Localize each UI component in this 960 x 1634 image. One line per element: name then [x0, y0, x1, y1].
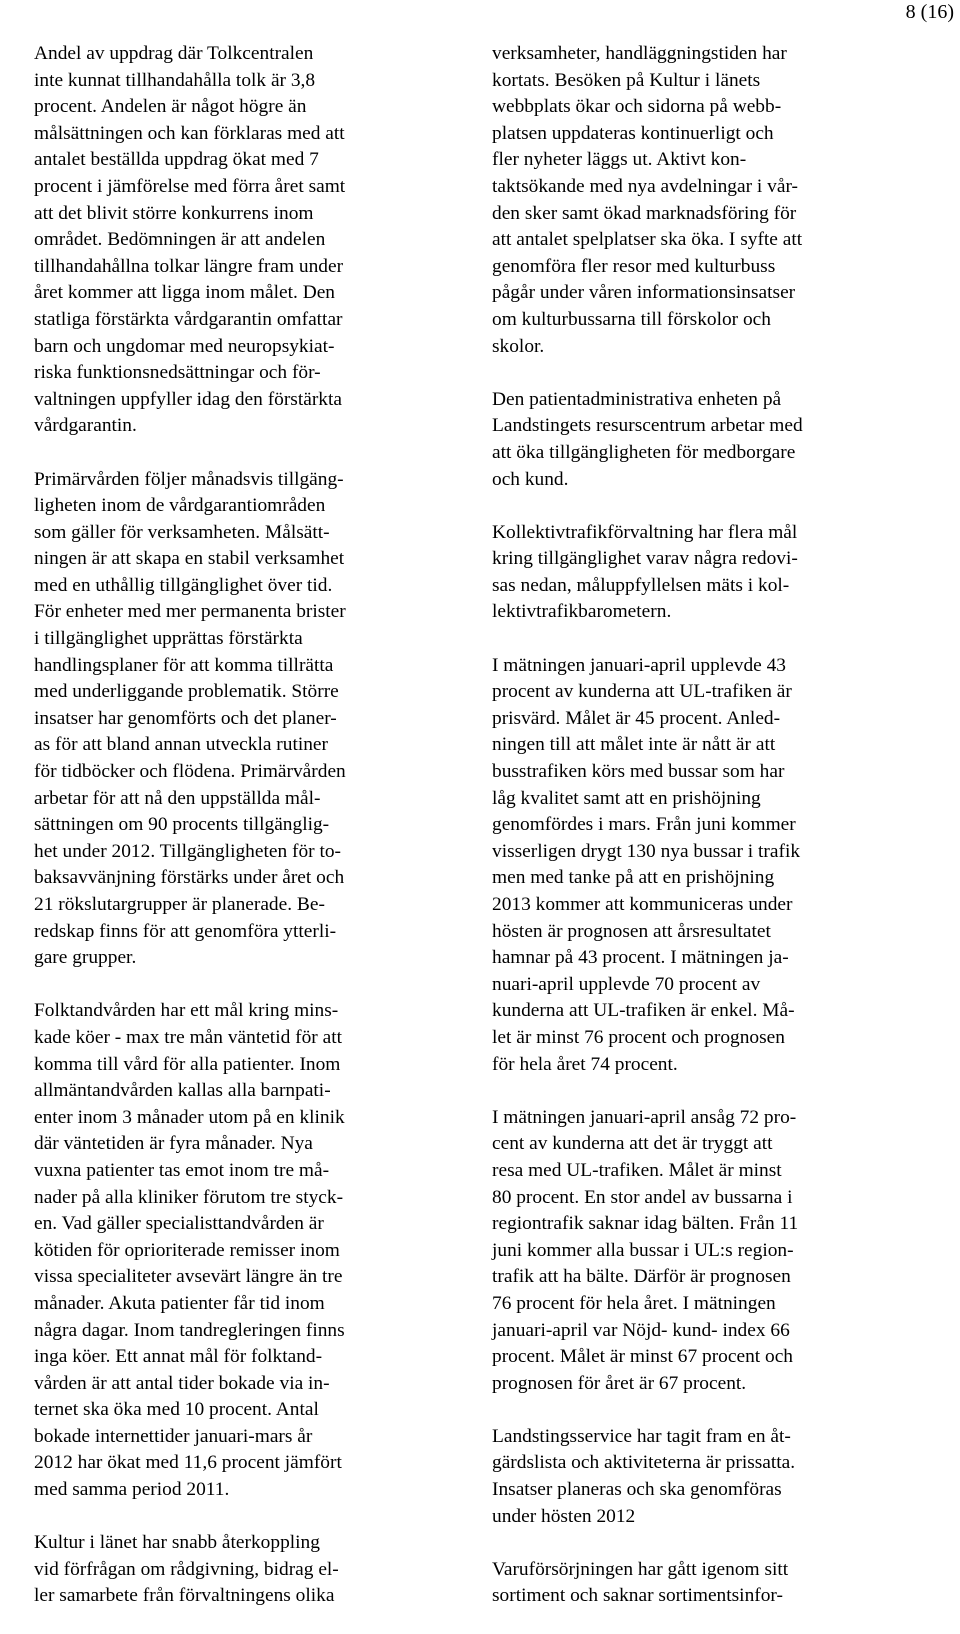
right-column [492, 41, 902, 1610]
paragraph-primarvarden: Primärvården följer månadsvis tillgäng- ligheten inom de vårdgarantiområden som gäller för verksamheten. Målsätt- ningen är att skapa en stabil verksamhet med en uthållig tillgänglighet över tid. För enheter med mer permanenta brister i tillgänglighet upprättas förstärkta handlingsplaner för att komma tillrätta med underliggande problematik. Större insatser har genomförts och det planer- as för att bland annan utveckla rutiner för tidböcker och flödena. Primärvården arbetar för att nå den uppställda mål- sättningen om 90 procents tillgänglig- het under 2012. Tillgängligheten för to- baksavvänjning förstärks under året och 21 rökslutargrupper är planerade. Be- redskap finns för att genomföra ytterli- gare grupper. [34, 468, 346, 969]
paragraph-varuforsorjning: Varuförsörjningen har gått igenom sitt sortiment och saknar sortimentsinfor- [492, 1558, 789, 1607]
paragraph-folktandvarden: Folktandvården har ett mål kring mins- kade köer - max tre mån väntetid för att komma till vård för alla patienter. Inom allmäntandvården kallas alla barnpati- enter inom 3 månader utom på en klinik där väntetiden är fyra månader. Nya vuxna patienter tas emot inom tre må- nader på alla kliniker förutom tre styck- en. Vad gäller specialisttandvården är kötiden för oprioriterade remisser inom vissa specialiteter avsevärt längre än tre månader. Akuta patienter får tid inom några dagar. Inom tandregleringen finns inga köer. Ett annat mål för folktand- vården är att antal tider bokade via in- ternet ska öka med 10 procent. Antal bokade internettider januari-mars år 2012 har ökat med 11,6 procent jämfört med samma period 2011. [34, 1000, 345, 1501]
page-number: 8 (16) [905, 1, 954, 23]
paragraph-kultur-i-lanet: Kultur i länet har snabb återkoppling vid förfrågan om rådgivning, bidrag el- ler samarbete från förvaltningens olika [34, 1532, 339, 1607]
paragraph-kollektivtrafik: Kollektivtrafikförvaltning har flera mål kring tillgänglighet varav några redovi- sas nedan, måluppfyllelsen mäts i kol- lektivtrafikbarometern. [492, 521, 798, 623]
paragraph-patientadministrativa: Den patientadministrativa enheten på Landstingets resurscentrum arbetar med att öka tillgängligheten för medborgare och kund. [492, 388, 803, 490]
paragraph-kultur-continued: verksamheter, handläggningstiden har kortats. Besöken på Kultur i länets webbplats ökar och sidorna på webb- platsen uppdateras kontinuerligt och fler nyheter läggs ut. Aktivt kon- taktsökande med nya avdelningar i vår- den sker samt ökad marknadsföring för att antalet spelplatser ska öka. I syfte att genomföra fler resor med kulturbuss pågår under våren informationsinsatser om kulturbussarna till förskolor och skolor. [492, 43, 803, 357]
paragraph-landstingsservice: Landstingsservice har tagit fram en åt- gärdslista och aktiviteterna är prissatta. Insatser planeras och ska genomföras under hösten 2012 [492, 1425, 796, 1527]
paragraph-prisvard: I mätningen januari-april upplevde 43 procent av kunderna att UL-trafiken är prisvärd. Målet är 45 procent. Anled- ningen till att målet inte är nått är att busstrafiken körs med bussar som har låg kvalitet samt att en prishöjning genomfördes i mars. Från juni kommer visserligen drygt 130 nya bussar i trafik men med tanke på att en prishöjning 2013 kommer att kommuniceras under hösten är prognosen att årsresultatet hamnar på 43 procent. I mätningen ja- nuari-april upplevde 70 procent av kunderna att UL-trafiken är enkel. Må- let är minst 76 procent och prognosen för hela året 74 procent. [492, 654, 801, 1075]
paragraph-tryggt: I mätningen januari-april ansåg 72 pro- cent av kunderna att det är tryggt att resa med UL-trafiken. Målet är minst 80 procent. En stor andel av bussarna i regiontrafik saknar idag bälten. Från 11 juni kommer alla bussar i UL:s region- trafik att ha bälte. Därför är prognosen 76 procent för hela året. I mätningen januari-april var Nöjd- kund- index 66 procent. Målet är minst 67 procent och prognosen för året är 67 procent. [492, 1106, 799, 1394]
left-column [34, 41, 444, 1610]
paragraph-tolkcentralen: Andel av uppdrag där Tolkcentralen inte kunnat tillhandahålla tolk är 3,8 procent. Andelen är något högre än målsättningen och kan förklaras med att antalet beställda uppdrag ökat med 7 procent i jämförelse med förra året samt att det blivit större konkurrens inom området. Bedömningen är att andelen tillhandahållna tolkar längre fram under året kommer att ligga inom målet. Den statliga förstärkta vårdgarantin omfattar barn och ungdomar med neuropsykiat- riska funktionsnedsättningar och för- valtningen uppfyller idag den förstärkta vårdgarantin. [34, 43, 346, 437]
